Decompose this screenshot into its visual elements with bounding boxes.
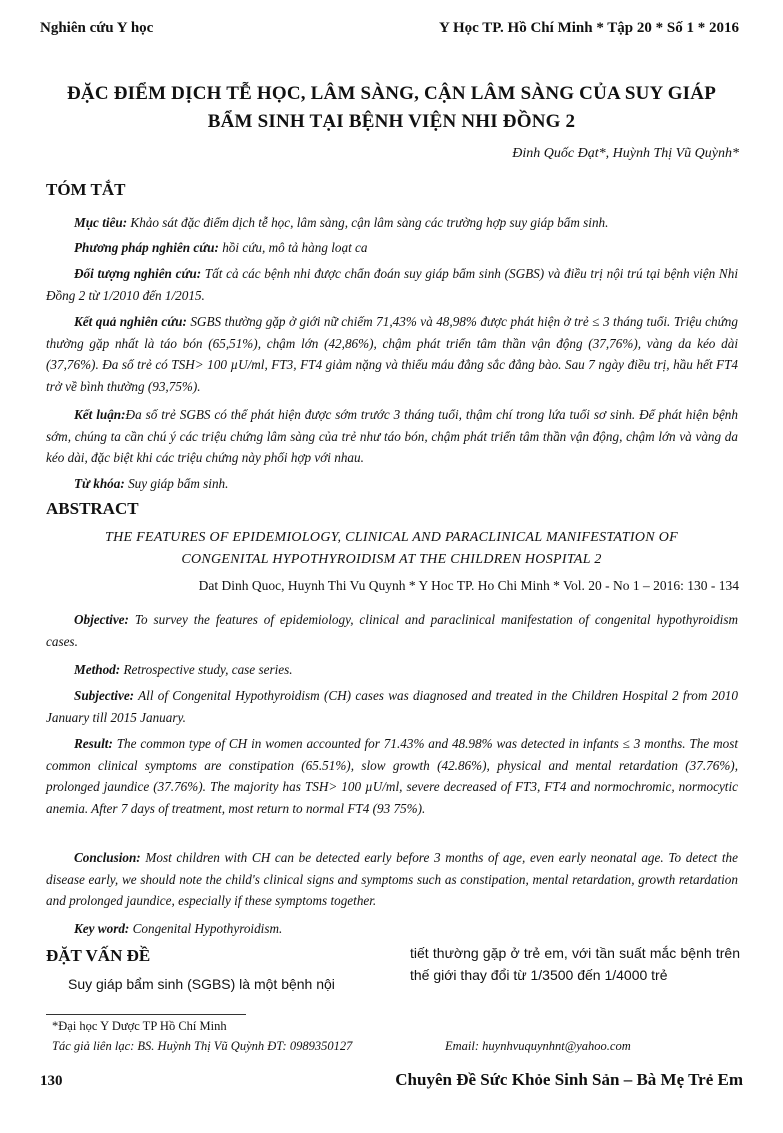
en-objective — [46, 609, 738, 652]
en-result-label: Result: — [74, 736, 113, 751]
vn-keywords-label: Từ khóa: — [74, 476, 125, 491]
en-subjective-text: All of Congenital Hypothyroidism (CH) cases was diagnosed and treated in the Children Hospital 2 from 2010 January till 2015 January. — [46, 688, 738, 725]
intro-heading: ĐẶT VẤN ĐỀ — [46, 946, 151, 965]
vn-objective-text: Khảo sát đặc điểm dịch tễ học, lâm sàng, cận lâm sàng các trường hợp suy giáp bẩm sinh. — [127, 215, 609, 230]
vn-method-text: hồi cứu, mô tả hàng loạt ca — [218, 240, 368, 255]
english-title-line-1: THE FEATURES OF EPIDEMIOLOGY, CLINICAL AND PARACLINICAL MANIFESTATION OF — [105, 530, 678, 545]
en-result-text: The common type of CH in women accounted for 71.43% and 48.98% was detected in infants ≤ 3 months. The most common clinical symptoms are constipation (65.51%), slow growth (42.86%), physical and mental retardation (37.76%), prolonged jaundice (37.76%). The majority has TSH> 100 µU/ml, severe decreased of FT3, FT4 and normochromic, normocytic anemia. After 7 days of treatment, most return to normal FT4 (93 75%). — [46, 736, 738, 816]
vn-results-label: Kết quả nghiên cứu: — [74, 314, 187, 329]
english-title-line-2: CONGENITAL HYPOTHYROIDISM AT THE CHILDREN HOSPITAL 2 — [181, 552, 602, 567]
en-conclusion-label: Conclusion: — [74, 850, 141, 865]
running-header-right: Y Học TP. Hồ Chí Minh * Tập 20 * Số 1 * 2016 — [438, 20, 739, 36]
journal-section-footer: Chuyên Đề Sức Khỏe Sinh Sản – Bà Mẹ Trẻ Em — [395, 1070, 743, 1089]
vn-subjects — [46, 263, 738, 306]
vn-conclusion — [46, 404, 738, 469]
vn-method-label: Phương pháp nghiên cứu: — [74, 240, 219, 255]
vn-keywords — [46, 473, 738, 495]
en-method-label: Method: — [74, 662, 121, 677]
en-result — [46, 733, 738, 819]
authors: Đinh Quốc Đạt*, Huỳnh Thị Vũ Quỳnh* — [512, 146, 739, 161]
vn-method — [46, 237, 738, 259]
vn-objective-label: Mục tiêu: — [74, 215, 128, 230]
vn-conclusion-text: Đa số trẻ SGBS có thể phát hiện được sớm trước 3 tháng tuổi, thậm chí trong lứa tuổi sơ sinh. Để phát hiện bệnh sớm, chúng ta cần chú ý các triệu chứng lâm sàng của trẻ như táo bón, chậm phát triển tâm thần vận động, chậm lớn và vàng da kéo dài, đặc biệt khi các triệu chứng này phối hợp với nhau. — [46, 407, 738, 465]
en-method-text: Retrospective study, case series. — [120, 662, 293, 677]
intro-right-column: tiết thường gặp ở trẻ em, với tần suất mắc bệnh trên thế giới thay đổi từ 1/3500 đến 1/4000 trẻ — [410, 945, 740, 983]
running-header-left: Nghiên cứu Y học — [40, 20, 154, 36]
vn-results-text: SGBS thường gặp ở giới nữ chiếm 71,43% và 48,98% được phát hiện ở trẻ ≤ 3 tháng tuổi. Triệu chứng thường gặp nhất là táo bón (65,51%), chậm lớn (42,86%), chậm phát triển tâm thần vận động (37,76%), vàng da kéo dài (37,76%). Đa số trẻ có TSH> 100 µU/ml, FT3, FT4 giảm nặng và thiếu máu đẳng sắc đẳng bào. Sau 7 ngày điều trị, hầu hết FT4 trở về bình thường (93,75%). — [46, 314, 738, 394]
footnote-affiliation: *Đại học Y Dược TP Hồ Chí Minh — [52, 1019, 227, 1033]
en-keywords-text: Congenital Hypothyroidism. — [129, 921, 283, 936]
vn-subjects-text: Tất cả các bệnh nhi được chẩn đoán suy giáp bẩm sinh (SGBS) và điều trị nội trú tại bệnh viện Nhi Đồng 2 từ 1/2010 đến 1/2015. — [46, 266, 738, 303]
tomtat-heading: TÓM TẮT — [46, 180, 126, 199]
abstract-heading: ABSTRACT — [46, 499, 139, 518]
footnote-email: Email: huynhvuquynhnt@yahoo.com — [445, 1039, 631, 1053]
en-objective-text: To survey the features of epidemiology, clinical and paraclinical manifestation of congenital hypothyroidism cases. — [46, 612, 738, 649]
vn-subjects-label: Đối tượng nghiên cứu: — [74, 266, 202, 281]
article-title-line-1: ĐẶC ĐIỂM DỊCH TỄ HỌC, LÂM SÀNG, CẬN LÂM SÀNG CỦA SUY GIÁP — [67, 83, 716, 104]
citation: Dat Dinh Quoc, Huynh Thi Vu Quynh * Y Hoc TP. Ho Chi Minh * Vol. 20 - No 1 – 2016: 130 - 134 — [198, 578, 739, 593]
en-objective-label: Objective: — [74, 612, 129, 627]
page-number: 130 — [40, 1073, 63, 1089]
en-subjective — [46, 685, 738, 728]
en-keywords — [46, 918, 738, 940]
en-keywords-label: Key word: — [74, 921, 130, 936]
en-conclusion-text: Most children with CH can be detected early before 3 months of age, even early neonatal age. To detect the disease early, we should note the child's clinical signs and symptoms such as constipation, mental retardation, growth retardation and prolonged jaundice, especially if these symptoms together. — [46, 850, 738, 908]
en-subjective-label: Subjective: — [74, 688, 135, 703]
vn-keywords-text: Suy giáp bẩm sinh. — [124, 476, 229, 491]
footnote-contact: Tác giả liên lạc: BS. Huỳnh Thị Vũ Quỳnh ĐT: 0989350127 — [52, 1039, 353, 1053]
en-method — [46, 659, 738, 681]
article-title-line-2: BẨM SINH TẠI BỆNH VIỆN NHI ĐỒNG 2 — [207, 111, 576, 132]
intro-left-column: Suy giáp bẩm sinh (SGBS) là một bệnh nội — [68, 976, 335, 992]
en-conclusion — [46, 847, 738, 912]
vn-conclusion-label: Kết luận: — [74, 407, 126, 422]
vn-objective — [46, 212, 738, 234]
footnote-divider — [46, 1014, 246, 1015]
vn-results — [46, 311, 738, 397]
